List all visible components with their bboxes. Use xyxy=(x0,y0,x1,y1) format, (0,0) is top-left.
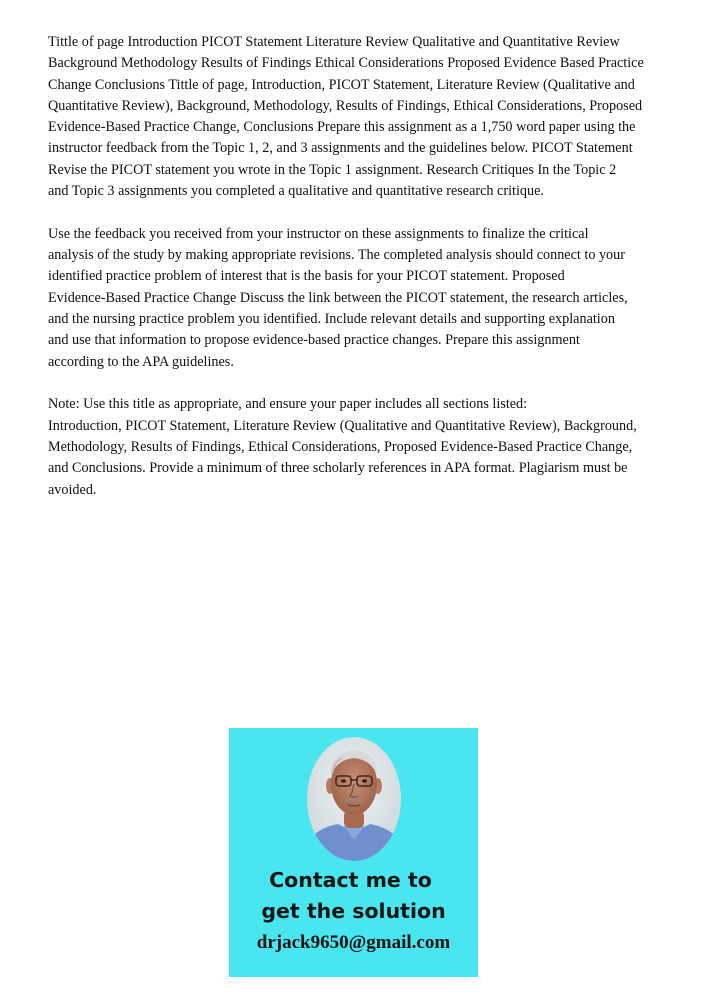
contact-email: drjack9650@gmail.com xyxy=(256,932,451,953)
text-line: and Topic 3 assignments you completed a qualitative and quantitative research critique. xyxy=(48,183,544,200)
contact-heading-line-2: get the solution xyxy=(261,899,446,923)
text-line: Note: Use this title as appropriate, and ensure your paper includes all sections listed: xyxy=(48,396,528,413)
text-line: analysis of the study by making appropriate revisions. The completed analysis should connect to your xyxy=(48,247,625,264)
paragraph-2 xyxy=(48,224,660,373)
text-line: and use that information to propose evidence-based practice changes. Prepare this assignment xyxy=(48,332,580,349)
text-line: Background Methodology Results of Findings Ethical Considerations Proposed Evidence Based Practice xyxy=(48,55,644,72)
contact-heading-line-1: Contact me to xyxy=(269,868,432,892)
text-line: and Conclusions. Provide a minimum of three scholarly references in APA format. Plagiarism must be xyxy=(48,460,628,477)
text-line: Evidence-Based Practice Change, Conclusions Prepare this assignment as a 1,750 word paper using the xyxy=(48,119,636,136)
text-line: Change Conclusions Tittle of page, Introduction, PICOT Statement, Literature Review (Qualitative and xyxy=(48,76,635,93)
text-line: Revise the PICOT statement you wrote in the Topic 1 assignment. Research Critiques In the Topic 2 xyxy=(48,161,617,178)
text-line: identified practice problem of interest that is the basis for your PICOT statement. Proposed xyxy=(48,268,565,285)
text-line: Introduction, PICOT Statement, Literature Review (Qualitative and Quantitative Review), Background, xyxy=(48,417,637,434)
document-body xyxy=(48,32,660,501)
text-line: Evidence-Based Practice Change Discuss the link between the PICOT statement, the research articles, xyxy=(48,289,628,306)
paragraph-1 xyxy=(48,32,660,202)
contact-card xyxy=(229,728,478,977)
paragraph-3 xyxy=(48,394,660,500)
text-line: Methodology, Results of Findings, Ethical Considerations, Proposed Evidence-Based Practice Change, xyxy=(48,439,633,456)
text-line: avoided. xyxy=(48,481,97,498)
text-line: instructor feedback from the Topic 1, 2, and 3 assignments and the guidelines below. PICOT Statement xyxy=(48,140,633,157)
portrait-photo xyxy=(306,736,402,862)
text-line: and the nursing practice problem you identified. Include relevant details and supporting explanation xyxy=(48,311,615,328)
text-line: according to the APA guidelines. xyxy=(48,353,234,370)
text-line: Quantitative Review), Background, Methodology, Results of Findings, Ethical Considerations, Proposed xyxy=(48,97,643,114)
text-line: Use the feedback you received from your instructor on these assignments to finalize the critical xyxy=(48,225,589,242)
text-line: Tittle of page Introduction PICOT Statement Literature Review Qualitative and Quantitative Review xyxy=(48,34,620,50)
